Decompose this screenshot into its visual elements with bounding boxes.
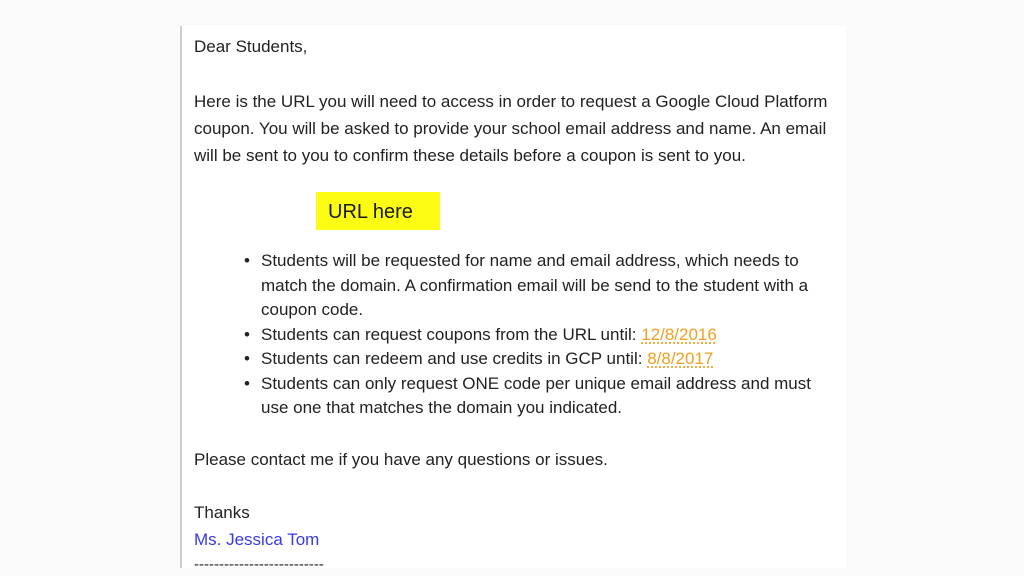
list-item bbox=[242, 249, 842, 323]
url-placeholder: URL here bbox=[316, 192, 440, 230]
signature-name: Ms. Jessica Tom bbox=[194, 530, 320, 549]
signature-separator: -------------------------- bbox=[194, 556, 324, 568]
email-body bbox=[180, 26, 846, 568]
bullet-icon: • bbox=[244, 251, 250, 270]
bullet-text: Students can redeem and use credits in GCP until: bbox=[261, 349, 648, 368]
request-deadline-date[interactable]: 12/8/2016 bbox=[641, 324, 717, 344]
redeem-deadline-date[interactable]: 8/8/2017 bbox=[647, 349, 714, 368]
thanks-line: Thanks bbox=[194, 503, 250, 522]
bullet-icon: • bbox=[244, 324, 250, 344]
bullet-icon: • bbox=[244, 373, 250, 393]
bullet-text: Students can request coupons from the URL until: bbox=[261, 324, 642, 344]
list-item bbox=[242, 347, 842, 372]
contact-line: Please contact me if you have any questions or issues. bbox=[194, 450, 608, 469]
intro-paragraph: Here is the URL you will need to access in order to request a Google Cloud Platform coupon. You will be asked to provide your school email address and name. An email will be sent to you to confirm these details before a coupon is sent to you. bbox=[194, 92, 828, 165]
list-item bbox=[242, 323, 842, 348]
greeting: Dear Students, bbox=[194, 37, 308, 56]
bullet-list bbox=[242, 249, 842, 421]
bullet-text: Students will be requested for name and email address, which needs to match the domain. A confirmation email will be send to the student with a coupon code. bbox=[261, 251, 809, 319]
bullet-icon: • bbox=[244, 349, 250, 368]
bullet-text: Students can only request ONE code per unique email address and must use one that matches the domain you indicated. bbox=[261, 373, 811, 417]
list-item bbox=[242, 372, 842, 421]
